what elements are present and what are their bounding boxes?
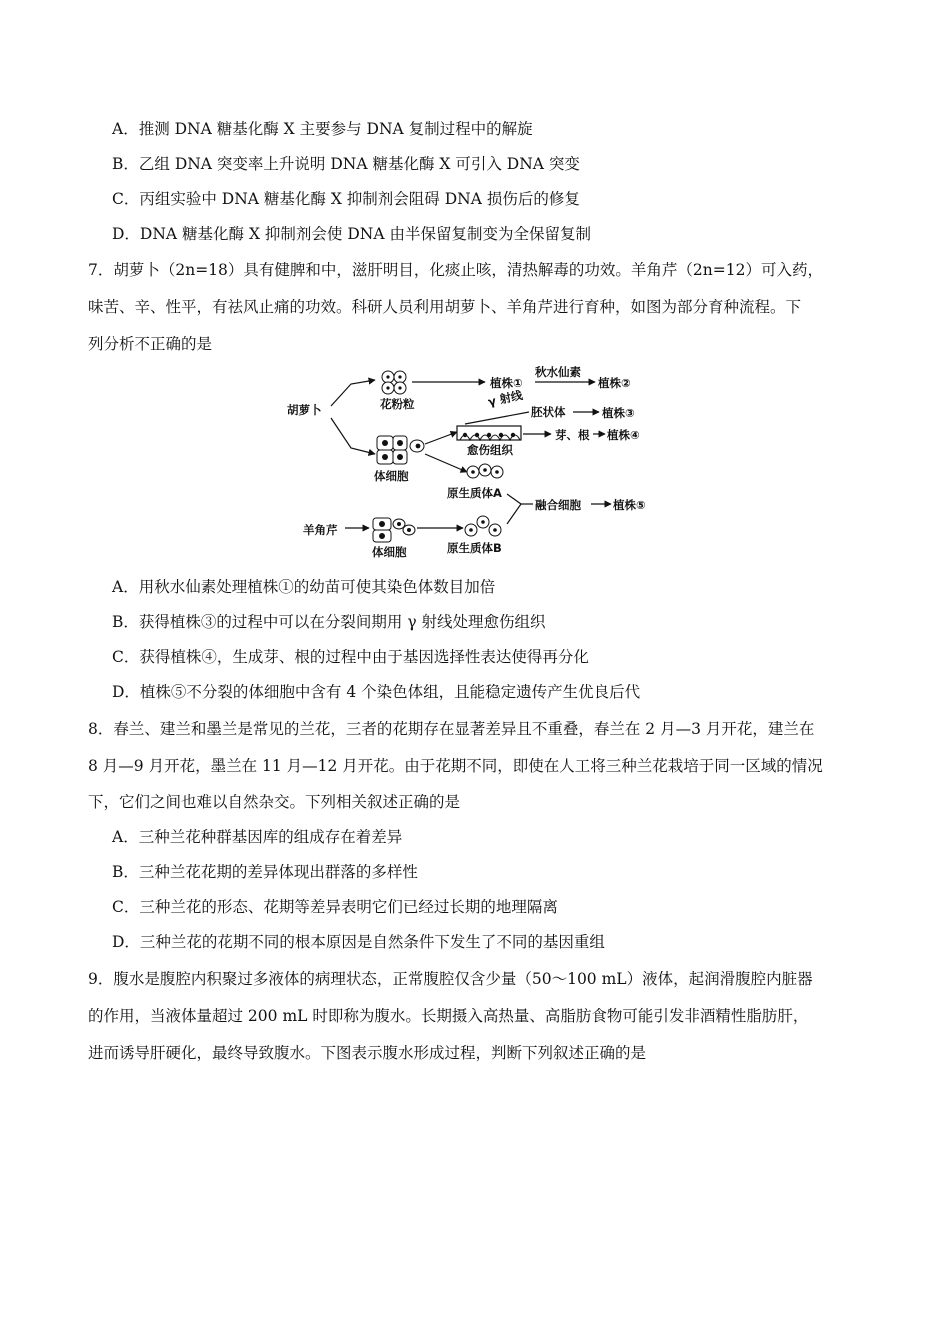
q8-stem-line-1: 8．春兰、建兰和墨兰是常见的兰花，三者的花期存在显著差异且不重叠，春兰在 2 月—3 月开花，建兰在	[88, 720, 815, 738]
q7-option-b: B．获得植株③的过程中可以在分裂间期用 γ 射线处理愈伤组织	[112, 613, 546, 631]
embryoid-label: 胚状体	[531, 405, 566, 419]
fusion-join-lines	[507, 494, 521, 524]
q6-option-a: A．推测 DNA 糖基化酶 X 主要参与 DNA 复制过程中的解旋	[112, 120, 533, 138]
somatic-cell-a-label: 体细胞	[374, 469, 409, 483]
bud-root-label: 芽、根	[555, 428, 590, 442]
callus-label: 愈伤组织	[467, 443, 513, 457]
carrot-label: 胡萝卜	[287, 403, 322, 417]
q7-stem-line-3: 列分析不正确的是	[88, 335, 213, 353]
q8-option-c: C．三种兰花的形态、花期等差异表明它们已经过长期的地理隔离	[112, 898, 558, 916]
q7-option-d: D．植株⑤不分裂的体细胞中含有 4 个染色体组，且能稳定遗传产生优良后代	[112, 683, 641, 701]
q8-option-b: B．三种兰花花期的差异体现出群落的多样性	[112, 863, 418, 881]
somatic-to-callus-arrow	[425, 432, 457, 444]
q9-stem-line-3: 进而诱导肝硬化，最终导致腹水。下图表示腹水形成过程，判断下列叙述正确的是	[88, 1044, 647, 1062]
carrot-to-pollen-arrow	[331, 380, 375, 406]
protoplast-b-icon	[465, 516, 501, 536]
q6-option-b: B．乙组 DNA 突变率上升说明 DNA 糖基化酶 X 可引入 DNA 突变	[112, 155, 580, 173]
q7-option-a: A．用秋水仙素处理植株①的幼苗可使其染色体数目加倍	[112, 578, 496, 596]
q8-stem-line-2: 8 月—9 月开花，墨兰在 11 月—12 月开花。由于花期不同，即使在人工将三种兰花栽培于同一区域的情况	[88, 757, 823, 775]
pollen-grains-icon	[382, 371, 406, 394]
plant3-label: 植株③	[602, 406, 635, 420]
q7-stem-line-2: 味苦、辛、性平，有祛风止痛的功效。科研人员利用胡萝卜、羊角芹进行育种，如图为部分育种流程。下	[88, 298, 802, 316]
somatic-cell-b-label: 体细胞	[372, 545, 407, 559]
colchicine-label: 秋水仙素	[535, 366, 581, 379]
protoplast-a-icon	[467, 464, 503, 478]
breeding-flow-diagram	[285, 366, 665, 562]
callus-to-embryoid-line	[465, 412, 529, 424]
protoplast-b-label: 原生质体B	[447, 541, 502, 555]
protoplast-a-label: 原生质体A	[447, 486, 502, 500]
celery-somatic-cells-icon	[373, 518, 415, 542]
q6-option-d: D．DNA 糖基化酶 X 抑制剂会使 DNA 由半保留复制变为全保留复制	[112, 225, 591, 243]
q9-stem-line-2: 的作用，当液体量超过 200 mL 时即称为腹水。长期摄入高热量、高脂肪食物可能引发非酒精性脂肪肝，	[88, 1007, 809, 1025]
plant4-label: 植株④	[607, 428, 640, 442]
celery-label: 羊角芹	[303, 523, 338, 537]
plant5-label: 植株⑤	[613, 498, 646, 512]
plant1-label: 植株①	[490, 376, 523, 390]
carrot-to-somatic-arrow	[331, 418, 375, 454]
plant2-label: 植株②	[598, 376, 631, 390]
somatic-to-protoplast-a-arrow	[425, 454, 467, 472]
callus-icon	[457, 426, 521, 440]
gamma-ray-label: γ 射线	[486, 387, 524, 409]
q7-option-c: C．获得植株④，生成芽、根的过程中由于基因选择性表达使得再分化	[112, 648, 589, 666]
q8-option-d: D．三种兰花的花期不同的根本原因是自然条件下发生了不同的基因重组	[112, 933, 605, 951]
pollen-label: 花粉粒	[380, 397, 415, 411]
q8-stem-line-3: 下，它们之间也难以自然杂交。下列相关叙述正确的是	[88, 793, 461, 811]
q6-option-c: C．丙组实验中 DNA 糖基化酶 X 抑制剂会阻碍 DNA 损伤后的修复	[112, 190, 580, 208]
q9-stem-line-1: 9．腹水是腹腔内积聚过多液体的病理状态，正常腹腔仅含少量（50～100 mL）液体，起润滑腹腔内脏器	[88, 970, 813, 988]
q7-stem-line-1: 7．胡萝卜（2n=18）具有健脾和中，滋肝明目，化痰止咳，清热解毒的功效。羊角芹（2n=12）可入药，	[88, 261, 823, 279]
fused-cell-label: 融合细胞	[535, 498, 581, 512]
q8-option-a: A．三种兰花种群基因库的组成存在着差异	[112, 828, 403, 846]
carrot-somatic-cells-icon	[377, 436, 424, 464]
